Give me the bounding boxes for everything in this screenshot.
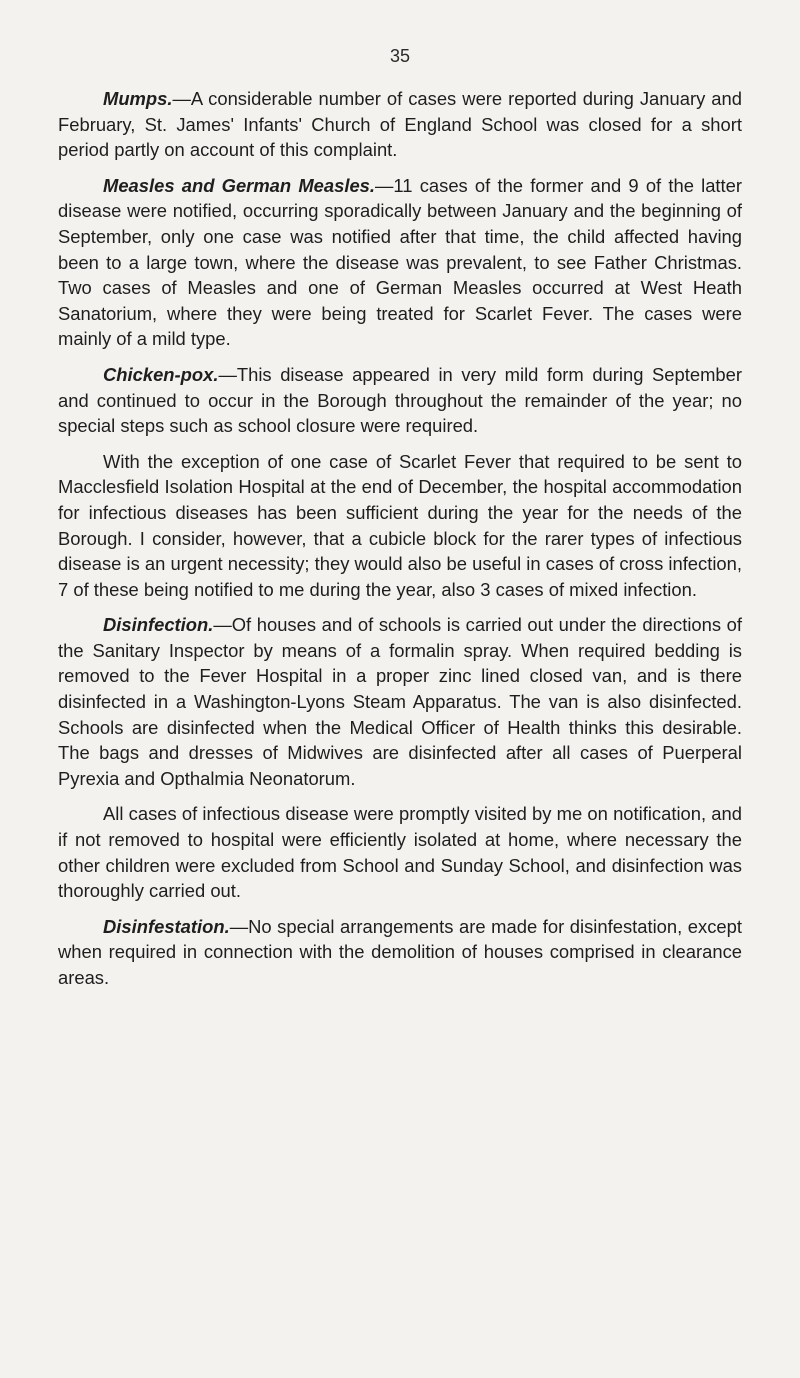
paragraph-text: With the exception of one case of Scarlet Fever that required to be sent to Macclesfield Isolation Hospital at the end of December, the hospital accommodation for infectious diseases has been sufficient during the year for the needs of the Borough. I consider, however, that a cubicle block for the rarer types of infectious disease is an urgent necessity; they would also be useful in cases of cross infection, 7 of these being notified to me during the year, also 3 cases of mixed infection. — [58, 450, 742, 600]
paragraph-measles — [58, 173, 742, 352]
paragraph-chicken-pox — [58, 362, 742, 439]
section-heading-chicken-pox: Chicken-pox. — [103, 363, 219, 385]
section-heading-disinfestation: Disinfestation. — [103, 915, 230, 937]
section-heading-mumps: Mumps. — [103, 88, 173, 109]
section-heading-disinfection: Disinfection. — [103, 614, 214, 636]
paragraph-text: All cases of infectious disease were promptly visited by me on notification, and if not removed to hospital were efficiently isolated at home, where necessary the other children were excluded from School and Sunday School, and disinfection was thoroughly carried out. — [58, 803, 742, 902]
paragraph-hospital-accommodation — [58, 449, 742, 603]
paragraph-text: —11 cases of the former and 9 of the latter disease were notified, occurring sporadically between January and the beginning of September, only one case was notified after that time, the child affected having been to a large town, where the disease was prevalent, to see Father Christmas. Two cases of Measles and one of German Measles occurred at West Heath Sanatorium, where they were being treated for Scarlet Fever. The cases were mainly of a mild type. — [58, 174, 743, 350]
page-number: 35 — [389, 46, 411, 66]
paragraph-text: —This disease appeared in very mild form during September and continued to occur in the Borough throughout the remainder of the year; no special steps such as school closure were required. — [58, 363, 742, 437]
paragraph-text: —Of houses and of schools is carried out under the directions of the Sanitary Inspector by means of a formalin spray. When required bedding is removed to the Fever Hospital in a proper zinc lined closed van, and is there disinfected in a Washington-Lyons Steam Apparatus. The van is also disinfected. Schools are disinfected when the Medical Officer of Health thinks this desirable. The bags and dresses of Midwives are disinfected after all cases of Puerperal Pyrexia and Opthalmia Neonatorum. — [58, 614, 742, 789]
paragraph-mumps — [58, 86, 742, 163]
paragraph-home-isolation — [58, 801, 742, 903]
paragraph-disinfection — [58, 612, 742, 791]
paragraph-disinfestation — [58, 914, 742, 991]
document-body — [58, 86, 742, 1001]
section-heading-measles: Measles and German Measles. — [103, 174, 376, 196]
paragraph-text: —No special arrangements are made for disinfestation, except when required in connection with the demolition of houses comprised in clearance areas. — [58, 915, 742, 988]
paragraph-text: —A considerable number of cases were reported during January and February, St. James' Infants' Church of England School was closed for a short period partly on account of this complaint. — [58, 88, 742, 161]
